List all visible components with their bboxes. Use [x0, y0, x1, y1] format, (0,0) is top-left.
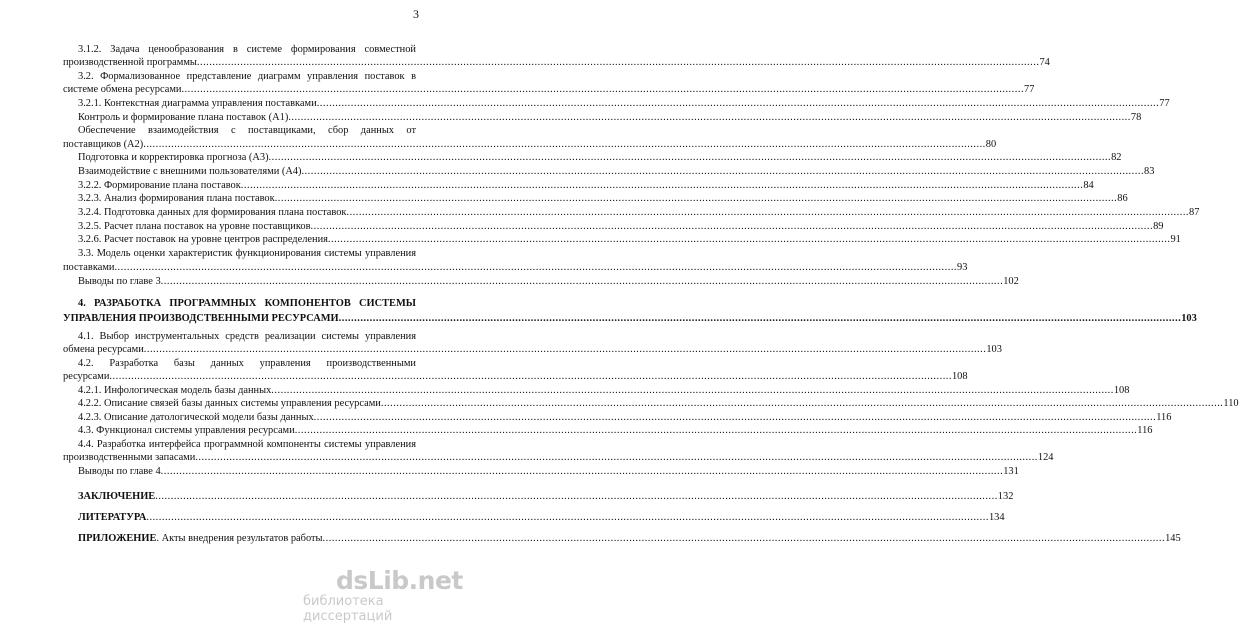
toc-entry-4-2-line1: 4.2. Разработка базы данных управления производственными [78, 358, 416, 369]
toc-entry-4-2-2[interactable]: 4.2.2. Описание связей базы данных системы управления ресурсами ..... 110 [78, 398, 416, 410]
toc-entry-3-1-2-line1: 3.1.2. Задача ценообразования в системе формирования совместной [78, 44, 416, 55]
toc-entry-3-2-6[interactable]: 3.2.6. Расчет поставок на уровне центров распределения ..... 91 [78, 234, 416, 246]
toc-entry-literature[interactable]: ЛИТЕРАТУРА ..... 134 [78, 512, 416, 524]
toc-entry-3-2-5[interactable]: 3.2.5. Расчет плана поставок на уровне поставщиков ..... 89 [78, 221, 416, 233]
toc-entry-3-3-line1: 3.3. Модель оценки характеристик функционирования системы управления [78, 248, 416, 259]
toc-entry-3-2-line1: 3.2. Формализованное представление диаграмм управления поставок в [78, 71, 416, 82]
toc-entry-a2[interactable]: поставщиков (А2) ..... 80 [63, 139, 416, 151]
toc-entry-appendix[interactable]: ПРИЛОЖЕНИЕ . Акты внедрения результатов работы ..... 145 [78, 533, 416, 545]
toc-entry-4-2-3[interactable]: 4.2.3. Описание датологической модели базы данных ..... 116 [78, 412, 416, 424]
toc-entry-a1[interactable]: Контроль и формирование плана поставок (А1) ..... 78 [78, 112, 416, 124]
toc-entry-conclusion[interactable]: ЗАКЛЮЧЕНИЕ ..... 132 [78, 491, 416, 503]
toc-entry-3-2-1[interactable]: 3.2.1. Контекстная диаграмма управления поставками ..... 77 [78, 98, 416, 110]
toc-entry-a2-line1: Обеспечение взаимодействия с поставщиками, сбор данных от [78, 125, 416, 136]
toc-entry-3-2-4[interactable]: 3.2.4. Подготовка данных для формирования плана поставок ..... 87 [78, 207, 416, 219]
toc-entry-4-4-line1: 4.4. Разработка интерфейса программной компоненты системы управления [78, 439, 416, 450]
toc-entry-conclusions-4[interactable]: Выводы по главе 4 ..... 131 [78, 466, 416, 478]
toc-entry-3-1-2[interactable]: производственной программы ..... 74 [63, 57, 416, 69]
toc-entry-4-1[interactable]: обмена ресурсами ..... 103 [63, 344, 416, 356]
toc-entry-3-2-3[interactable]: 3.2.3. Анализ формирования плана поставок ..... 86 [78, 193, 416, 205]
toc-entry-4-3[interactable]: 4.3. Функционал системы управления ресурсами ..... 116 [78, 425, 416, 437]
page-number: 3 [413, 7, 419, 21]
toc-entry-conclusions-3[interactable]: Выводы по главе 3 ..... 102 [78, 276, 416, 288]
toc-entry-4-2-1[interactable]: 4.2.1. Инфологическая модель базы данных ..... 108 [78, 385, 416, 397]
toc-entry-4-4[interactable]: производственными запасами ..... 124 [63, 452, 416, 464]
toc-entry-4-1-line1: 4.1. Выбор инструментальных средств реализации системы управления [78, 331, 416, 342]
watermark-tagline: библиотека диссертаций [303, 594, 393, 624]
toc-entry-a3[interactable]: Подготовка и корректировка прогноза (А3) ..... 82 [78, 152, 416, 164]
toc-entry-4-2[interactable]: ресурсами ..... 108 [63, 371, 416, 383]
toc-entry-3-2-2[interactable]: 3.2.2. Формирование плана поставок ..... 84 [78, 180, 416, 192]
toc-entry-3-3[interactable]: поставками ..... 93 [63, 262, 416, 274]
watermark-logo: dsLib.net [336, 566, 463, 595]
toc-entry-3-2[interactable]: системе обмена ресурсами ..... 77 [63, 84, 416, 96]
toc-entry-a4[interactable]: Взаимодействие с внешними пользователями (А4) ..... 83 [78, 166, 416, 178]
chapter-4-heading[interactable]: УПРАВЛЕНИЯ ПРОИЗВОДСТВЕННЫМИ РЕСУРСАМИ ..... 103 [63, 313, 416, 325]
chapter-4-heading-line1: 4. РАЗРАБОТКА ПРОГРАММНЫХ КОМПОНЕНТОВ СИСТЕМЫ [78, 298, 416, 309]
